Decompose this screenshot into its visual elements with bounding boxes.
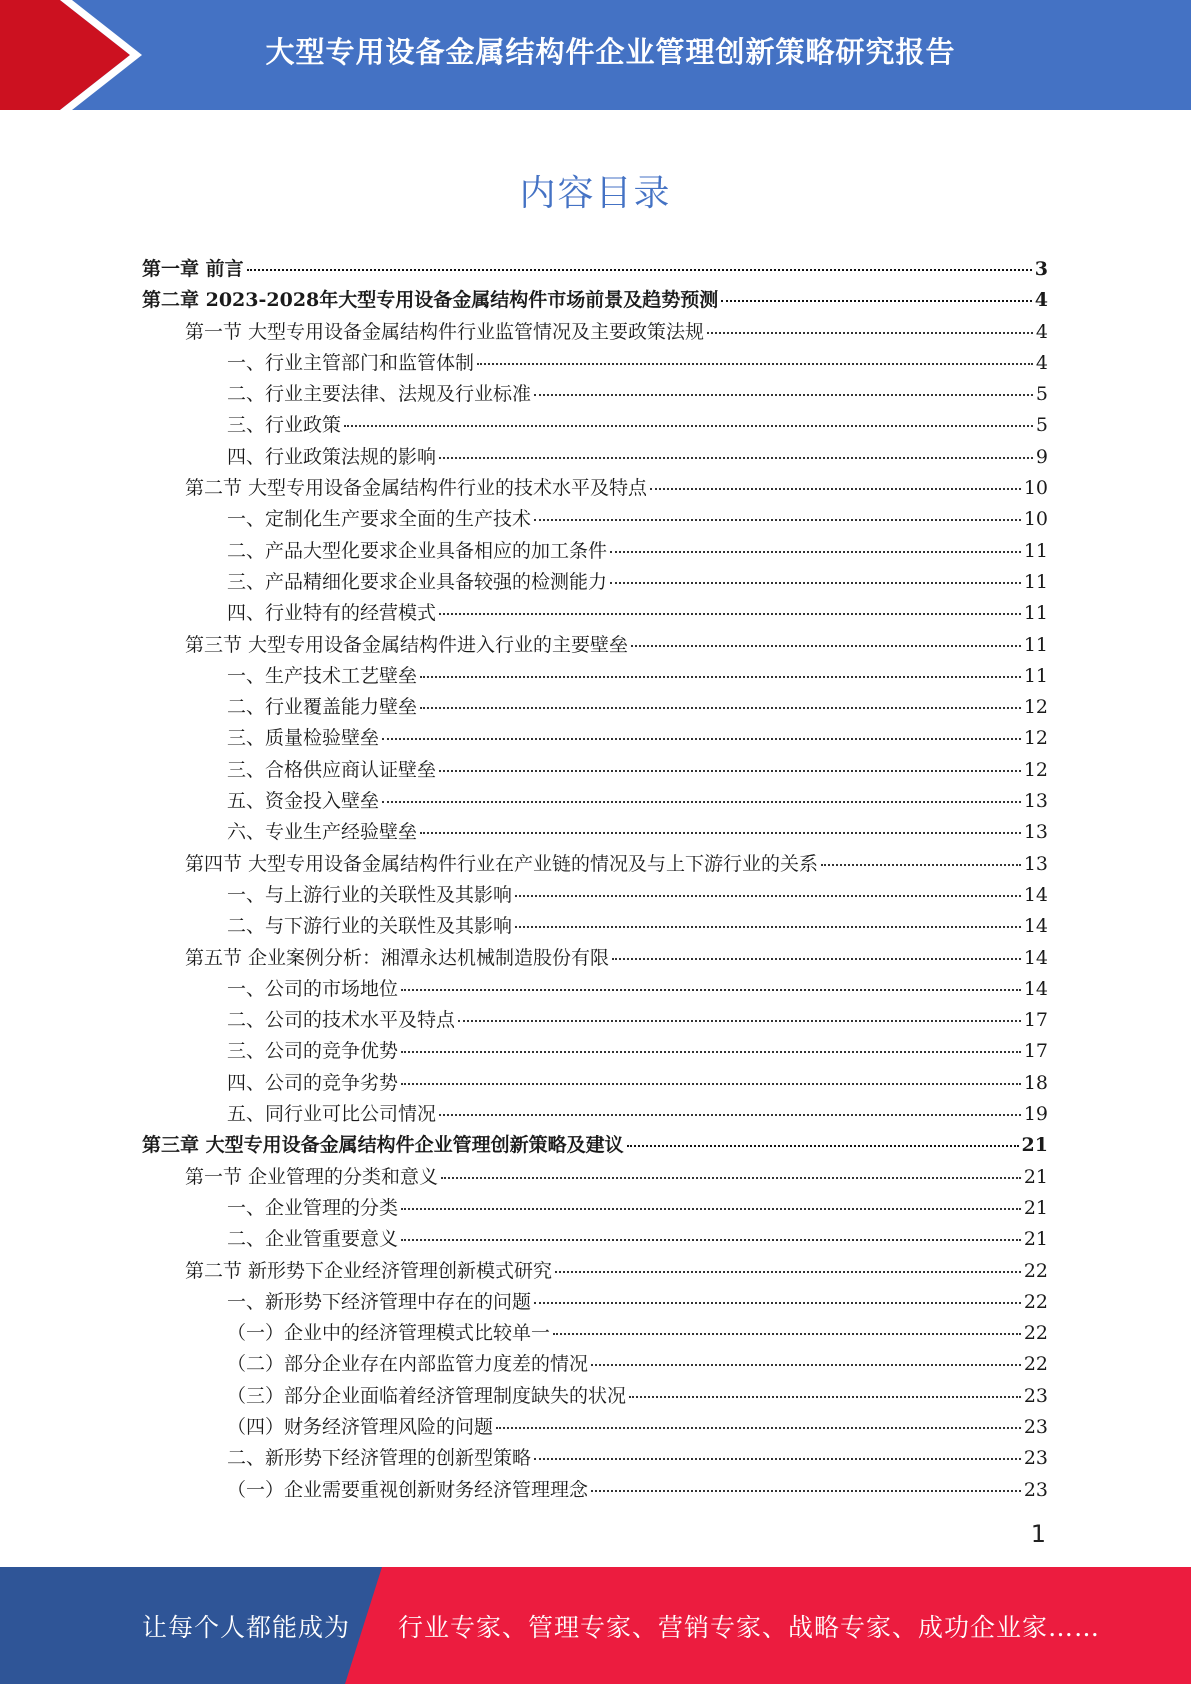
toc-dot-leader — [401, 1239, 1021, 1241]
toc-entry[interactable] — [142, 692, 1048, 723]
toc-dot-leader — [401, 1051, 1021, 1053]
toc-entry-page: 10 — [1023, 477, 1048, 500]
toc-entry-title: 二、行业覆盖能力壁垒 — [227, 696, 418, 719]
toc-dot-leader — [534, 1302, 1021, 1304]
toc-entry[interactable] — [142, 348, 1048, 379]
toc-dot-leader — [439, 770, 1021, 772]
toc-entry-page: 21 — [1021, 1134, 1048, 1157]
toc-entry-title: 第四节 大型专用设备金属结构件行业在产业链的情况及与上下游行业的关系 — [185, 852, 819, 875]
toc-dot-leader — [553, 1333, 1021, 1335]
toc-dot-leader — [627, 1145, 1019, 1147]
toc-entry-title: 六、专业生产经验壁垒 — [227, 821, 418, 844]
header-band — [0, 0, 1191, 110]
toc-entry-title: 一、新形势下经济管理中存在的问题 — [227, 1290, 532, 1313]
toc-entry-title: 二、公司的技术水平及特点 — [227, 1009, 456, 1032]
toc-entry-title: 五、同行业可比公司情况 — [227, 1103, 437, 1126]
toc-entry-page: 17 — [1023, 1040, 1048, 1063]
toc-entry-page: 11 — [1023, 664, 1048, 687]
footer-slogan-left: 让每个人都能成为 — [142, 1612, 351, 1642]
toc-entry-title: （三）部分企业面临着经济管理制度缺失的状况 — [227, 1384, 627, 1407]
toc-entry-title: 三、公司的竞争优势 — [227, 1040, 399, 1063]
toc-entry-title: 第一节 大型专用设备金属结构件行业监管情况及主要政策法规 — [185, 320, 705, 343]
toc-entry-page: 11 — [1023, 570, 1048, 593]
toc-dot-leader — [631, 645, 1021, 647]
toc-entry[interactable] — [142, 661, 1048, 692]
toc-entry-page: 4 — [1035, 320, 1048, 343]
toc-entry[interactable] — [142, 630, 1048, 661]
toc-dot-leader — [591, 1364, 1021, 1366]
toc-entry-page: 23 — [1023, 1384, 1048, 1407]
toc-entry-page: 11 — [1023, 602, 1048, 625]
toc-dot-leader — [420, 832, 1021, 834]
toc-dot-leader — [439, 1114, 1021, 1116]
toc-entry-page: 9 — [1035, 445, 1048, 468]
toc-entry[interactable] — [142, 410, 1048, 441]
toc-entry-page: 4 — [1034, 289, 1048, 312]
toc-dot-leader — [707, 332, 1033, 334]
toc-dot-leader — [629, 1396, 1021, 1398]
toc-entry[interactable] — [142, 254, 1048, 285]
toc-entry-page: 12 — [1023, 696, 1048, 719]
toc-entry[interactable] — [142, 473, 1048, 504]
toc-entry-title: 五、资金投入壁垒 — [227, 790, 380, 813]
toc-entry-page: 22 — [1023, 1322, 1048, 1345]
toc-entry[interactable] — [142, 1475, 1048, 1506]
toc-entry-page: 11 — [1023, 539, 1048, 562]
toc-dot-leader — [401, 1208, 1021, 1210]
toc-entry[interactable] — [142, 1318, 1048, 1349]
toc-entry-page: 13 — [1023, 790, 1048, 813]
toc-entry-page: 14 — [1023, 915, 1048, 938]
toc-entry-title: （四）财务经济管理风险的问题 — [227, 1415, 494, 1438]
toc-entry-page: 22 — [1023, 1259, 1048, 1282]
toc-dot-leader — [382, 801, 1021, 803]
toc-entry[interactable] — [142, 723, 1048, 754]
toc-heading: 内容目录 — [519, 173, 672, 214]
toc-entry-title: 三、产品精细化要求企业具备较强的检测能力 — [227, 570, 608, 593]
toc-entry-page: 18 — [1023, 1071, 1048, 1094]
toc-dot-leader — [420, 707, 1021, 709]
toc-entry[interactable] — [142, 379, 1048, 410]
toc-entry-page: 14 — [1023, 883, 1048, 906]
toc-entry-title: 四、行业特有的经营模式 — [227, 602, 437, 625]
toc-dot-leader — [247, 269, 1032, 271]
toc-entry[interactable] — [142, 817, 1048, 848]
toc-entry[interactable] — [142, 1193, 1048, 1224]
toc-entry-page: 22 — [1023, 1353, 1048, 1376]
toc-entry[interactable] — [142, 1349, 1048, 1380]
toc-entry[interactable] — [142, 1099, 1048, 1130]
toc-entry[interactable] — [142, 598, 1048, 629]
toc-entry-title: 三、合格供应商认证壁垒 — [227, 758, 437, 781]
toc-entry-title: 二、与下游行业的关联性及其影响 — [227, 915, 513, 938]
toc-entry-title: 一、定制化生产要求全面的生产技术 — [227, 508, 532, 531]
table-of-contents — [142, 254, 1048, 1506]
toc-dot-leader — [441, 1177, 1021, 1179]
toc-entry-page: 12 — [1023, 727, 1048, 750]
page-number: 1 — [1030, 1520, 1046, 1548]
toc-entry-title: 一、与上游行业的关联性及其影响 — [227, 883, 513, 906]
toc-entry[interactable] — [142, 911, 1048, 942]
toc-dot-leader — [401, 1083, 1021, 1085]
toc-dot-leader — [821, 864, 1021, 866]
toc-entry-title: 第二节 大型专用设备金属结构件行业的技术水平及特点 — [185, 477, 648, 500]
toc-dot-leader — [344, 425, 1033, 427]
toc-entry[interactable] — [142, 317, 1048, 348]
toc-entry-page: 23 — [1023, 1447, 1048, 1470]
toc-dot-leader — [591, 1490, 1021, 1492]
toc-entry-page: 3 — [1034, 258, 1048, 280]
toc-entry-title: （一）企业中的经济管理模式比较单一 — [227, 1322, 551, 1345]
toc-entry[interactable] — [142, 943, 1048, 974]
toc-dot-leader — [721, 300, 1032, 302]
toc-entry-page: 10 — [1023, 508, 1048, 531]
toc-entry-title: 四、行业政策法规的影响 — [227, 445, 437, 468]
toc-entry[interactable] — [142, 1256, 1048, 1287]
toc-dot-leader — [610, 582, 1021, 584]
toc-entry[interactable] — [142, 1036, 1048, 1067]
toc-entry[interactable] — [142, 755, 1048, 786]
toc-entry-title: 一、企业管理的分类 — [227, 1196, 399, 1219]
toc-entry-title: 二、行业主要法律、法规及行业标准 — [227, 383, 532, 406]
toc-entry-page: 5 — [1035, 414, 1048, 437]
toc-entry-page: 13 — [1023, 821, 1048, 844]
footer-slogan-right: 行业专家、管理专家、营销专家、战略专家、成功企业家…… — [398, 1612, 1101, 1642]
toc-entry-page: 21 — [1023, 1228, 1048, 1251]
toc-entry-title: 第二章 2023-2028年大型专用设备金属结构件市场前景及趋势预测 — [142, 289, 719, 312]
toc-entry-page: 22 — [1023, 1290, 1048, 1313]
toc-entry[interactable] — [142, 974, 1048, 1005]
toc-entry[interactable] — [142, 1443, 1048, 1474]
toc-entry-title: 一、行业主管部门和监管体制 — [227, 351, 475, 374]
toc-entry-title: 三、质量检验壁垒 — [227, 727, 380, 750]
toc-entry-page: 23 — [1023, 1415, 1048, 1438]
toc-entry-title: （二）部分企业存在内部监管力度差的情况 — [227, 1353, 589, 1376]
toc-dot-leader — [401, 989, 1021, 991]
toc-entry-title: 三、行业政策 — [227, 414, 342, 437]
toc-entry-page: 14 — [1023, 946, 1048, 969]
footer-band — [0, 1567, 1191, 1684]
toc-dot-leader — [534, 519, 1021, 521]
toc-entry-page: 21 — [1023, 1196, 1048, 1219]
toc-entry-title: 第二节 新形势下企业经济管理创新模式研究 — [185, 1259, 553, 1282]
toc-dot-leader — [477, 363, 1033, 365]
toc-entry-title: 第三章 大型专用设备金属结构件企业管理创新策略及建议 — [142, 1134, 624, 1157]
toc-entry-page: 17 — [1023, 1009, 1048, 1032]
toc-dot-leader — [515, 895, 1021, 897]
toc-entry[interactable] — [142, 504, 1048, 535]
toc-entry-title: 四、公司的竞争劣势 — [227, 1071, 399, 1094]
toc-entry[interactable] — [142, 1005, 1048, 1036]
toc-entry[interactable] — [142, 1068, 1048, 1099]
toc-entry[interactable] — [142, 536, 1048, 567]
toc-entry-title: 二、企业管重要意义 — [227, 1228, 399, 1251]
toc-entry-page: 5 — [1035, 383, 1048, 406]
toc-entry-title: 第一节 企业管理的分类和意义 — [185, 1165, 439, 1188]
toc-dot-leader — [439, 613, 1021, 615]
toc-entry-title: 第一章 前言 — [142, 258, 244, 280]
toc-entry-title: 一、生产技术工艺壁垒 — [227, 664, 418, 687]
toc-entry-title: 一、公司的市场地位 — [227, 977, 399, 1000]
report-title: 大型专用设备金属结构件企业管理创新策略研究报告 — [265, 34, 956, 69]
toc-entry-page: 4 — [1035, 351, 1048, 374]
toc-entry[interactable] — [142, 567, 1048, 598]
toc-dot-leader — [439, 457, 1033, 459]
toc-entry[interactable] — [142, 1287, 1048, 1318]
header-arrow-decoration — [0, 0, 160, 110]
toc-entry-page: 23 — [1023, 1478, 1048, 1501]
toc-entry[interactable] — [142, 442, 1048, 473]
toc-dot-leader — [610, 551, 1021, 553]
toc-entry-page: 19 — [1023, 1103, 1048, 1126]
toc-entry[interactable] — [142, 1224, 1048, 1255]
toc-entry-title: 第五节 企业案例分析：湘潭永达机械制造股份有限 — [185, 946, 610, 969]
toc-entry-page: 14 — [1023, 977, 1048, 1000]
toc-entry-page: 12 — [1023, 758, 1048, 781]
toc-dot-leader — [534, 394, 1033, 396]
toc-dot-leader — [515, 926, 1021, 928]
toc-entry[interactable] — [142, 285, 1048, 316]
toc-entry-title: 二、产品大型化要求企业具备相应的加工条件 — [227, 539, 608, 562]
toc-entry-title: （一）企业需要重视创新财务经济管理理念 — [227, 1478, 589, 1501]
toc-entry[interactable] — [142, 1412, 1048, 1443]
toc-entry-title: 第三节 大型专用设备金属结构件进入行业的主要壁垒 — [185, 633, 629, 656]
toc-entry[interactable] — [142, 1162, 1048, 1193]
toc-dot-leader — [420, 676, 1021, 678]
toc-dot-leader — [650, 488, 1021, 490]
toc-dot-leader — [382, 738, 1021, 740]
toc-entry[interactable] — [142, 849, 1048, 880]
toc-dot-leader — [612, 958, 1021, 960]
toc-dot-leader — [534, 1458, 1021, 1460]
toc-entry[interactable] — [142, 786, 1048, 817]
toc-dot-leader — [555, 1271, 1021, 1273]
toc-dot-leader — [496, 1427, 1021, 1429]
toc-entry[interactable] — [142, 880, 1048, 911]
toc-dot-leader — [458, 1020, 1021, 1022]
toc-entry-page: 21 — [1023, 1165, 1048, 1188]
toc-entry-title: 二、新形势下经济管理的创新型策略 — [227, 1447, 532, 1470]
toc-entry-page: 13 — [1023, 852, 1048, 875]
toc-entry[interactable] — [142, 1130, 1048, 1161]
toc-entry[interactable] — [142, 1381, 1048, 1412]
toc-entry-page: 11 — [1023, 633, 1048, 656]
